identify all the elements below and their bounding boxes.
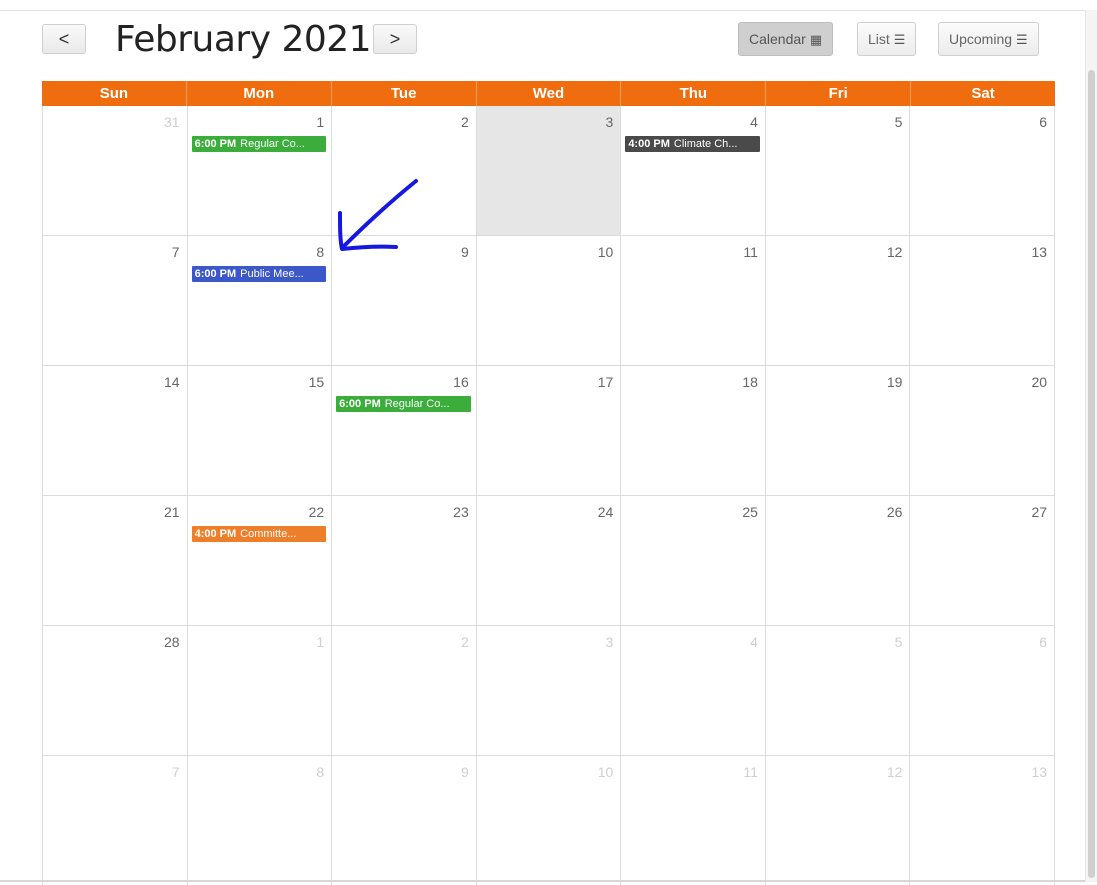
day-number: 4 [750, 114, 758, 130]
day-number: 6 [1039, 634, 1048, 650]
day-number: 23 [453, 504, 469, 520]
event-time: 6:00 PM [194, 138, 237, 150]
day-number: 13 [1031, 764, 1048, 780]
day-number: 8 [316, 244, 325, 260]
day-number: 8 [316, 764, 325, 780]
day-number: 5 [894, 634, 903, 650]
weekday-sun: Sun [42, 81, 187, 106]
weekday-tue: Tue [332, 81, 477, 106]
weekday-wed: Wed [477, 81, 622, 106]
event-time: 4:00 PM [194, 528, 237, 540]
day-number: 22 [308, 504, 325, 520]
day-number: 24 [597, 504, 614, 520]
day-number: 16 [453, 374, 469, 390]
upcoming-view-label: Upcoming [949, 31, 1013, 47]
day-number: 2 [460, 114, 469, 130]
weekday-thu: Thu [621, 81, 766, 106]
day-number: 27 [1031, 504, 1048, 520]
event-title: Public Mee... [240, 268, 304, 280]
weekday-fri: Fri [766, 81, 911, 106]
day-number: 6 [1039, 114, 1048, 130]
day-number: 17 [597, 374, 614, 390]
calendar-view-label: Calendar [749, 31, 806, 47]
day-number: 31 [164, 114, 180, 130]
day-number: 26 [886, 504, 903, 520]
day-number: 5 [894, 114, 903, 130]
list-view-label: List [868, 31, 890, 47]
day-number: 2 [460, 634, 469, 650]
event-time: 4:00 PM [628, 138, 670, 150]
day-number: 7 [171, 764, 180, 780]
day-number: 18 [742, 374, 758, 390]
event-title: Regular Co... [384, 398, 450, 410]
event-time: 6:00 PM [339, 398, 381, 410]
day-number: 11 [743, 244, 758, 260]
day-number: 9 [460, 244, 469, 260]
day-number: 11 [743, 764, 758, 780]
day-number: 21 [164, 504, 180, 520]
event-time: 6:00 PM [194, 268, 237, 280]
day-number: 15 [308, 374, 325, 390]
day-number: 1 [316, 634, 325, 650]
day-number: 3 [605, 634, 614, 650]
day-number: 25 [742, 504, 758, 520]
day-number: 10 [597, 764, 614, 780]
day-number: 10 [597, 244, 614, 260]
month-title: February 2021 [115, 19, 372, 60]
list-icon: ☰ [893, 32, 906, 47]
day-number: 13 [1031, 244, 1048, 260]
event-title: Committe... [240, 528, 297, 540]
calendar-icon: ▦ [809, 32, 823, 47]
day-number: 14 [164, 374, 180, 390]
event-title: Regular Co... [240, 138, 305, 150]
day-number: 1 [316, 114, 325, 130]
event-title: Climate Ch... [673, 138, 738, 150]
day-number: 12 [886, 244, 903, 260]
day-number: 3 [605, 114, 614, 130]
day-number: 20 [1031, 374, 1048, 390]
day-number: 19 [886, 374, 903, 390]
day-number: 9 [460, 764, 469, 780]
weekday-mon: Mon [187, 81, 332, 106]
day-number: 28 [164, 634, 180, 650]
day-number: 7 [171, 244, 180, 260]
next-month-button[interactable]: > [373, 24, 417, 54]
weekday-sat: Sat [971, 85, 995, 102]
day-number: 4 [750, 634, 758, 650]
scrollbar-thumb[interactable] [1088, 70, 1095, 878]
vertical-scrollbar[interactable] [1085, 10, 1097, 882]
prev-month-button[interactable]: < [42, 24, 86, 54]
list-icon: ☰ [1016, 32, 1028, 47]
day-number: 12 [886, 764, 903, 780]
